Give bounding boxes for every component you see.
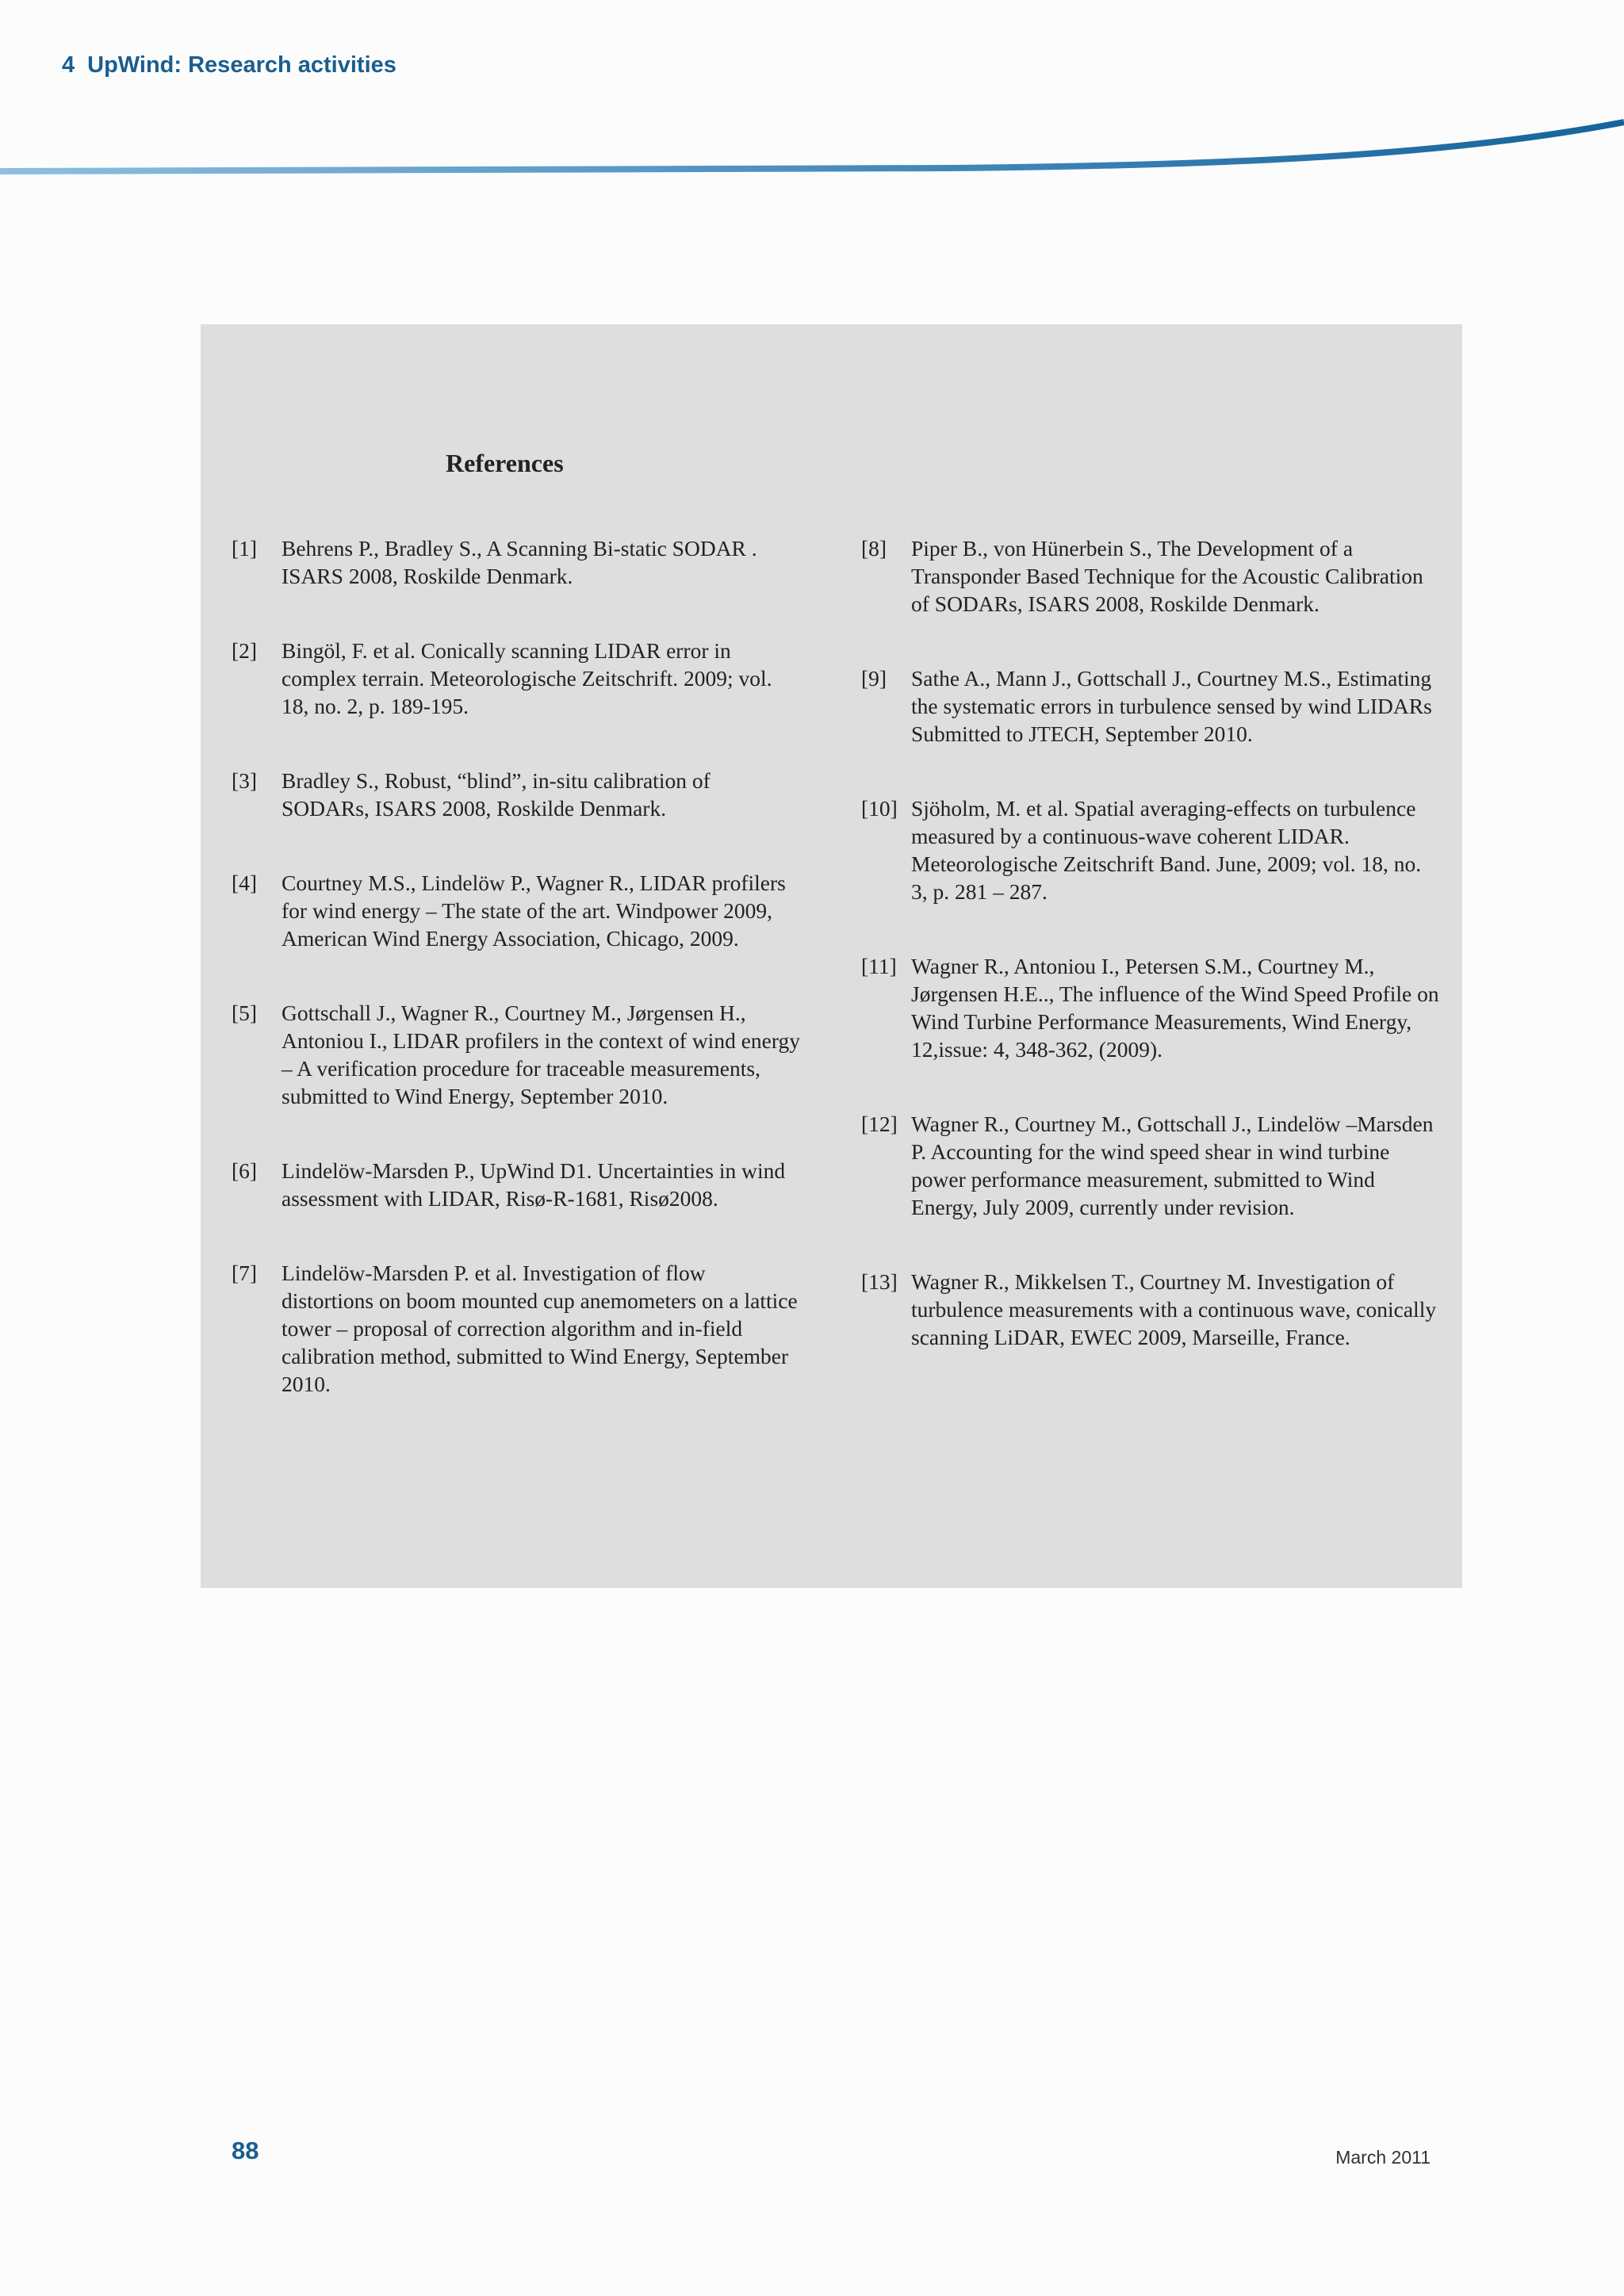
reference-item [861,534,1440,618]
header-wave-line [0,111,1624,182]
reference-number: [8] [861,536,887,561]
reference-text: Sjöholm, M. et al. Spatial averaging-effects on turbulence measured by a continuous-wave coherent LIDAR. Meteorologische Zeitschrift Band. June, 2009; vol. 18, no. 3, p. 281 – 287. [911,796,1422,904]
reference-item [232,999,802,1110]
reference-item [232,1259,802,1398]
reference-item [232,637,802,720]
references-right-column [861,534,1440,1351]
reference-number: [9] [861,666,887,691]
reference-item [232,869,802,952]
publication-date: March 2011 [1335,2147,1431,2168]
reference-number: [1] [232,536,258,561]
reference-item [861,794,1440,905]
reference-text: Wagner R., Courtney M., Gottschall J., Lindelöw –Marsden P. Accounting for the wind speed shear in wind turbine power performance measurement, submitted to Wind Energy, July 2009, currently under revision. [911,1112,1434,1219]
reference-text: Lindelöw-Marsden P., UpWind D1. Uncertainties in wind assessment with LIDAR, Risø-R-1681, Risø2008. [282,1158,786,1211]
reference-text: Bingöl, F. et al. Conically scanning LIDAR error in complex terrain. Meteorologische Zeitschrift. 2009; vol. 18, no. 2, p. 189-195. [282,638,772,718]
reference-item [861,952,1440,1063]
references-left-column [232,534,802,1398]
reference-item [861,1110,1440,1221]
reference-item [861,664,1440,748]
reference-number: [3] [232,768,258,793]
page-number: 88 [232,2137,259,2164]
reference-text: Wagner R., Mikkelsen T., Courtney M. Investigation of turbulence measurements with a continuous wave, conically scanning LiDAR, EWEC 2009, Marseille, France. [911,1269,1437,1349]
chapter-header [62,52,396,78]
chapter-number: 4 [62,52,75,78]
reference-text: Gottschall J., Wagner R., Courtney M., Jørgensen H., Antoniou I., LIDAR profilers in the context of wind energy – A verification procedure for traceable measurements, submitted to Wind Energy, September 2010. [282,1001,801,1108]
reference-item [861,1268,1440,1351]
reference-text: Bradley S., Robust, “blind”, in-situ calibration of SODARs, ISARS 2008, Roskilde Denmark. [282,768,710,821]
reference-text: Wagner R., Antoniou I., Petersen S.M., Courtney M., Jørgensen H.E.., The influence of the Wind Speed Profile on Wind Turbine Performance Measurements, Wind Energy, 12,issue: 4, 348-362, (2009). [911,954,1439,1062]
reference-number: [4] [232,871,258,895]
references-heading: References [446,449,564,477]
reference-text: Courtney M.S., Lindelöw P., Wagner R., LIDAR profilers for wind energy – The state of the art. Windpower 2009, American Wind Energy Association, Chicago, 2009. [282,871,786,951]
chapter-title: UpWind: Research activities [87,52,396,78]
reference-number: [10] [861,796,898,821]
reference-text: Piper B., von Hünerbein S., The Development of a Transponder Based Technique for the Acoustic Calibration of SODARs, ISARS 2008, Roskilde Denmark. [911,536,1423,616]
reference-text: Lindelöw-Marsden P. et al. Investigation of flow distortions on boom mounted cup anemometers on a lattice tower – proposal of correction algorithm and in-field calibration method, submitted to Wind Energy, September 2010. [282,1261,798,1396]
reference-text: Sathe A., Mann J., Gottschall J., Courtney M.S., Estimating the systematic errors in turbulence sensed by wind LIDARs Submitted to JTECH, September 2010. [911,666,1432,746]
reference-number: [13] [861,1269,898,1294]
reference-item [232,534,802,590]
reference-number: [6] [232,1158,258,1183]
reference-text: Behrens P., Bradley S., A Scanning Bi-static SODAR . ISARS 2008, Roskilde Denmark. [282,536,757,588]
reference-number: [11] [861,954,897,978]
reference-number: [7] [232,1261,258,1285]
reference-item [232,767,802,822]
reference-number: [2] [232,638,258,663]
reference-number: [12] [861,1112,898,1136]
reference-item [232,1157,802,1212]
reference-number: [5] [232,1001,258,1025]
